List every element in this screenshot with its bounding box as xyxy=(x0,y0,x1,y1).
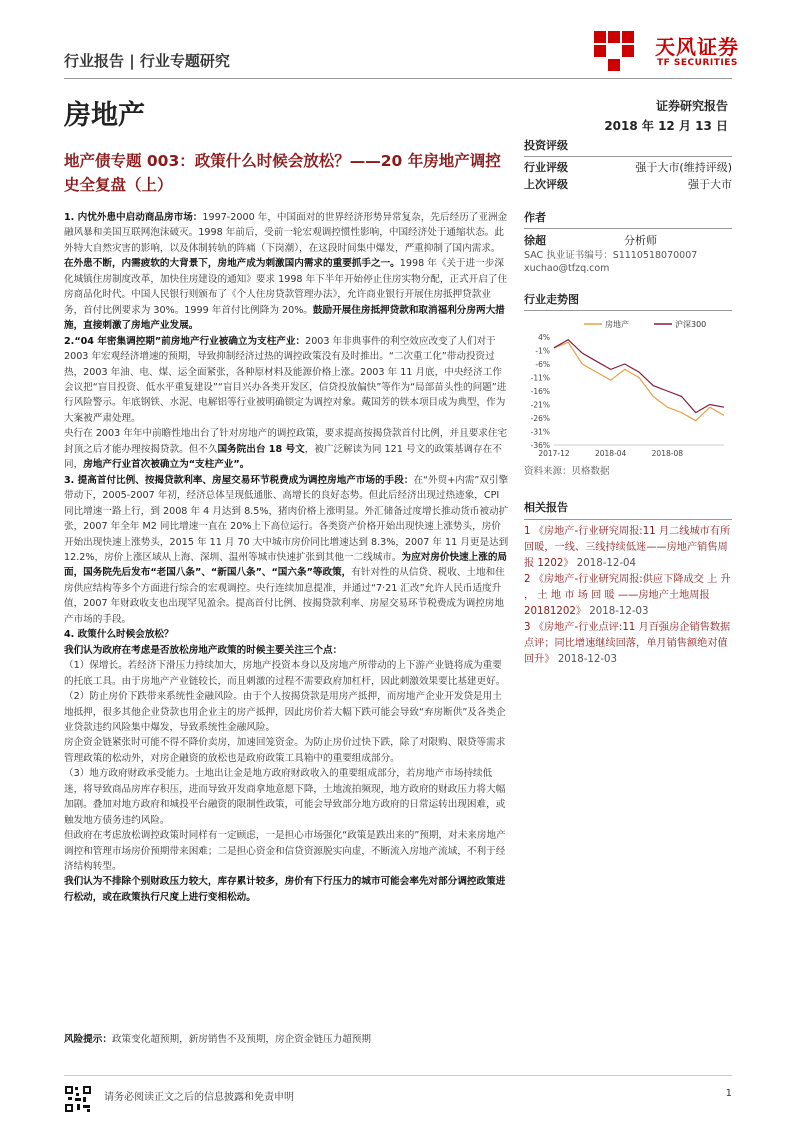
related-report-date: 2018-12-03 xyxy=(557,654,618,665)
logo-name: 天风证券 xyxy=(655,35,739,59)
y-tick-label: 4% xyxy=(538,333,550,342)
body-text-run: 1998 年《关于进一步深化城镇住房制度改革，加快住房建设的通知》要求 1998 年下半年开始停止住房实物分配，正式开启了住房商品化时代。中国人民银行则颁布了《个人住房贷款管理办法》，允许商业银行开展住房抵押贷款业务，首付比例要求为 30%。1999 年首付比例降为 20%。 xyxy=(64,258,508,316)
body-paragraph xyxy=(64,735,510,766)
body-text-run: 为应对房价快速上涨的局面，国务院先后发布“老国八条”、“新国八条”、“国六条”等政策， xyxy=(64,551,508,579)
y-tick-label: -21% xyxy=(530,400,550,410)
related-report-title: 3 《房地产-行业点评:11 月百强房企销售数据点评；同比增速继续回落，单月销售额绝对值回升》 xyxy=(524,622,731,665)
body-text-run: ，被广泛解读为同 121 号文的政策基调存在不同， xyxy=(64,443,502,471)
author-license: SAC 执业证书编号：S1110518070007 xyxy=(524,250,698,261)
body-text-run: 房地产行业首次被确立为“支柱产业”。 xyxy=(83,459,250,471)
x-tick-label: 2018-08 xyxy=(651,449,684,458)
risk-text: 政策变化超预期，新房销售不及预期，房企资金链压力超预期 xyxy=(111,1034,371,1045)
related-reports xyxy=(524,500,732,668)
report-type: 证券研究报告 xyxy=(655,99,728,113)
body-text-run: 2003 年非典事件的利空效应改变了人们对于 2003 年宏观经济增速的预期，导致抑制经济过热的调控政策没有及时推出。“二次重工化”带动投资过热，2003 年油、电、煤、运全面紧张，各种原材料及能源价格上涨。2003 年 11 月底，中央经济工作会议把“盲目投资、低水平重复建设”“盲目兴办各类开发区，信贷投放偏快”等作为“局部苗头性的问题”进行风险警示。年底钢铁、水泥、电解铝等行业被明确锁定为调控对象。戴国芳的铁本项目成为典型，作为大案被严肃处理。 xyxy=(64,335,507,424)
y-tick-label: -36% xyxy=(530,441,550,450)
body-text-run: 我们认为不排除个别财政压力较大，库存累计较多，房价有下行压力的城市可能会率先对部分调控政策进行松动，或在政策执行尺度上进行变相松动。 xyxy=(64,876,506,903)
body-paragraph xyxy=(64,658,510,689)
body-paragraph xyxy=(64,256,510,333)
disclaimer-note: 请务必阅读正文之后的信息披露和免责申明 xyxy=(104,1092,294,1103)
author-email: xuchao@tfzq.com xyxy=(524,263,610,274)
body-paragraph xyxy=(64,828,510,874)
y-tick-label: -6% xyxy=(535,360,550,369)
series-line-1 xyxy=(554,340,724,413)
body-text-run: （2）防止房价下跌带来系统性金融风险。由于个人按揭贷款是用房产抵押，而房地产企业开发贷是用土地抵押，很多其他企业贷款也用企业主的房产抵押，因此房价若大幅下跌可能会导致“弃房断供”及各类企业贷款违约风险集中爆发，导致系统性金融风险。 xyxy=(64,691,506,733)
body-text-run: （1）保增长。若经济下滑压力持续加大，房地产投资本身以及房地产所带动的上下游产业链将成为重要的托底工具。由于房地产产业链较长，而且刺激的过程不需要政府加杠杆，因此刺激效果要比基建更好。 xyxy=(64,660,506,687)
chart-heading: 行业走势图 xyxy=(524,291,732,311)
y-tick-label: -1% xyxy=(535,346,550,356)
body-text-run: 但政府在考虑放松调控政策时同样有一定顾虑，一是担心市场强化“政策是跌出来的”预期，对未来房地产调控和管理市场房价预期带来困难；二是担心资金和信贷资源脱实向虚，不断流入房地产流域，不利于经济结构转型。 xyxy=(64,830,506,873)
qr-code-icon xyxy=(64,1085,92,1113)
body-text-run: 1. 内忧外患中启动商品房市场： xyxy=(64,212,203,223)
page-number: 1 xyxy=(725,1088,732,1099)
body-paragraph xyxy=(64,473,510,628)
body-text-run: 国务院出台 18 号文 xyxy=(217,443,305,455)
body-paragraph xyxy=(64,627,510,642)
x-tick-label: 2018-04 xyxy=(594,449,627,458)
legend-label: 沪深300 xyxy=(675,320,707,329)
related-report-link[interactable] xyxy=(524,524,732,572)
related-report-link[interactable] xyxy=(524,620,732,668)
chart-source: 资料来源：贝格数据 xyxy=(524,466,610,477)
body-text-run: 1997-2000 年，中国面对的世界经济形势异常复杂，先后经历了亚洲金融风暴和美国互联网泡沫破灭。1998 年前后，受前一轮宏观调控惯性影响，中国经济处于通缩状态。此外特大自然灾害的影响，以及体制转轨的阵痛（下岗潮），在这段时间集中爆发，严重抑制了国内需求。 xyxy=(64,212,508,254)
rating-row: 上次评级 强于大市 xyxy=(524,178,732,191)
report-category: 行业报告 | 行业专题研究 xyxy=(64,52,230,70)
body-paragraph xyxy=(64,766,510,828)
report-date: 2018 年 12 月 13 日 xyxy=(604,119,728,133)
author-section xyxy=(524,209,732,275)
rating-row: 行业评级 强于大市(维持评级) xyxy=(524,161,732,174)
body-text-run: 有针对性的从信贷、税收、土地和住房供应结构等多个方面进行综合的宏观调控。央行连续加息提准，并通过“7·21 汇改”允许人民币适度升值，2007 年财政收支也出现罕见盈余。提高首付比例、按揭贷款利率、房屋交易环节税费成为调控房地产市场的手段。 xyxy=(64,567,505,625)
related-report-date: 2018-12-04 xyxy=(576,558,636,569)
author-row xyxy=(524,232,732,249)
y-tick-label: -11% xyxy=(530,373,550,383)
header-divider xyxy=(64,78,732,79)
legend-label: 房地产 xyxy=(605,320,629,329)
author-role: 分析师 xyxy=(624,234,657,247)
body-paragraph xyxy=(64,689,510,735)
x-tick-label: 2017-12 xyxy=(538,449,570,458)
body-paragraph xyxy=(64,426,510,472)
body-text-run: 在“外贸+内需”双引擎带动下，2005-2007 年初，经济总体呈现低通胀、高增长的良好态势。但此后经济出现过热迹象，CPI 同比增速一路上行，到 2008 年 4 月达到 8.5%，猪肉价格上涨明显。外汇储备过度增长推动货币被动扩张，2007 年全年 M2 同比增速一直在 20%上下高位运行。各类资产价格开始出现快速上涨势头，房价开始出现快速上涨势头，2015 年 11 月 70 大中城市房价同比增速达到 8.3%，2007 年 11 月更是达到 12.2%，房价上涨区域从上海、深圳、温州等城市快速扩张到其他一二线城市。 xyxy=(64,474,509,563)
risk-label: 风险提示： xyxy=(64,1034,112,1045)
body-text-run: 央行在 2003 年年中前瞻性地出台了针对房地产的调控政策，要求提高按揭贷款首付比例，并且要求住宅封顶之后才能办理按揭贷款。但不久 xyxy=(64,428,508,455)
y-tick-label: -31% xyxy=(530,427,550,437)
related-report-date: 2018-12-03 xyxy=(589,606,649,617)
chart-section xyxy=(524,291,732,478)
related-report-title: 2 《房地产-行业研究周报:供应下降成交 上 升 ， 土 地 市 场 回 暖 ——房地产土地周报 20181202》 xyxy=(524,574,731,617)
body-text-run: 我们认为政府在考虑是否放松房地产政策的时候主要关注三个点： xyxy=(64,644,343,656)
footer-divider xyxy=(64,1075,732,1076)
author-name: 徐超 xyxy=(524,234,546,247)
body-text-run: （3）地方政府财政承受能力。土地出让金是地方政府财政收入的重要组成部分，若房地产市场持续低迷，将导致商品房库存积压，进而导致开发商拿地意愿下降，土地流拍频现，地方政府的财政压力将大幅加剧。叠加对地方政府和城投平台融资的限制性政策，可能会导致部分地方政府的日常运转出现困难，或触发地方债务违约风险。 xyxy=(64,768,506,826)
related-report-title: 1 《房地产-行业研究周报:11 月二线城市有所回暖，一线、三线持续低迷——房地产销售周报 1202》 xyxy=(524,526,731,569)
related-heading: 相关报告 xyxy=(524,500,732,520)
body-paragraph xyxy=(64,643,510,658)
logo-subtitle: TF SECURITIES xyxy=(657,58,738,68)
body-paragraph xyxy=(64,874,510,905)
y-tick-label: -26% xyxy=(530,414,550,423)
trend-chart xyxy=(524,315,732,463)
body-text-run: 3. 提高首付比例、按揭贷款利率、房屋交易环节税费成为调控房地产市场的手段： xyxy=(64,474,414,486)
sector-title: 房地产 xyxy=(64,100,145,131)
body-paragraph xyxy=(64,210,510,256)
body-text-run: 在外患不断，内需疲软的大背景下，房地产成为刺激国内需求的重要抓手之一。 xyxy=(64,258,400,270)
report-body xyxy=(64,210,510,905)
risk-note xyxy=(64,1031,371,1045)
body-text-run: 4. 政策什么时候会放松？ xyxy=(64,629,174,641)
report-title: 地产债专题 003：政策什么时候会放松？——20 年房地产调控史全复盘（上） xyxy=(64,152,501,194)
body-paragraph xyxy=(64,334,510,427)
body-text-run: 鼓励开展住房抵押贷款和取消福利分房两大措施，直接刺激了房地产业发展。 xyxy=(64,304,505,332)
rating-section xyxy=(524,137,732,193)
y-tick-label: -16% xyxy=(530,387,550,396)
related-report-link[interactable] xyxy=(524,572,732,620)
body-text-run: 房企资金链紧张时可能不得不降价卖房，加速回笼资金。为防止房价过快下跌，除了对限购、限贷等需求管理政策的松动外，对房企融资的放松也是政府政策工具箱中的重要组成部分。 xyxy=(64,737,506,764)
author-heading: 作者 xyxy=(524,209,732,229)
body-text-run: 2.“04 年密集调控期”前房地产行业被确立为支柱产业： xyxy=(64,335,306,347)
series-line-0 xyxy=(554,342,724,420)
rating-heading: 投资评级 xyxy=(524,137,732,157)
